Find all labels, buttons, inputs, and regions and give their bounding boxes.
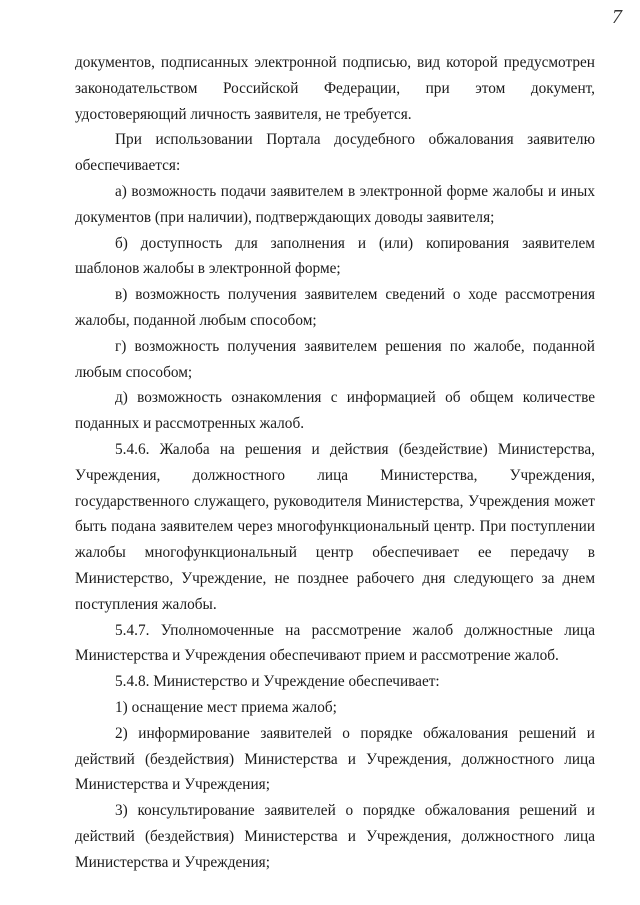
paragraph-list-item-3: 3) консультирование заявителей о порядке обжалования решений и действий (бездействия) Министерства и Учреждения, должностного лица Министерства и Учреждения; — [75, 802, 595, 871]
paragraph-continuation: документов, подписанных электронной подписью, вид которой предусмотрен законодательством Российской Федерации, при этом документ, удостоверяющий личность заявителя, не требуется. — [75, 54, 595, 123]
page-number: 7 — [612, 6, 622, 28]
document-body — [75, 50, 595, 876]
paragraph-5-4-7: 5.4.7. Уполномоченные на рассмотрение жалоб должностные лица Министерства и Учреждения обеспечивают прием и рассмотрение жалоб. — [75, 621, 595, 665]
paragraph-list-item-1: 1) оснащение мест приема жалоб; — [115, 698, 337, 716]
paragraph-item-b: б) доступность для заполнения и (или) копирования заявителем шаблонов жалобы в электронной форме; — [75, 234, 595, 278]
paragraph-item-v: в) возможность получения заявителем сведений о ходе рассмотрения жалобы, поданной любым способом; — [75, 286, 595, 329]
paragraph-item-a: а) возможность подачи заявителем в электронной форме жалобы и иных документов (при наличии), подтверждающих доводы заявителя; — [75, 182, 595, 226]
paragraph-item-g: г) возможность получения заявителем решения по жалобе, поданной любым способом; — [75, 337, 595, 381]
paragraph-5-4-6: 5.4.6. Жалоба на решения и действия (бездействие) Министерства, Учреждения, должностного лица Министерства, Учреждения, государственного служащего, руководителя Министерства, Учреждения может быть подана заявителем через многофункциональный центр. При поступлении жалобы многофункциональный центр обеспечивает ее передачу в Министерство, Учреждение, не позднее рабочего дня следующего за днем поступления жалобы. — [75, 440, 595, 613]
paragraph-list-item-2: 2) информирование заявителей о порядке обжалования решений и действий (бездействия) Министерства и Учреждения, должностного лица Министерства и Учреждения; — [75, 724, 595, 794]
paragraph-portal-intro: При использовании Портала досудебного обжалования заявителю обеспечивается: — [75, 131, 595, 175]
paragraph-5-4-8: 5.4.8. Министерство и Учреждение обеспечивает: — [115, 673, 440, 691]
paragraph-item-d: д) возможность ознакомления с информацией об общем количестве поданных и рассмотренных жалоб. — [75, 389, 595, 433]
